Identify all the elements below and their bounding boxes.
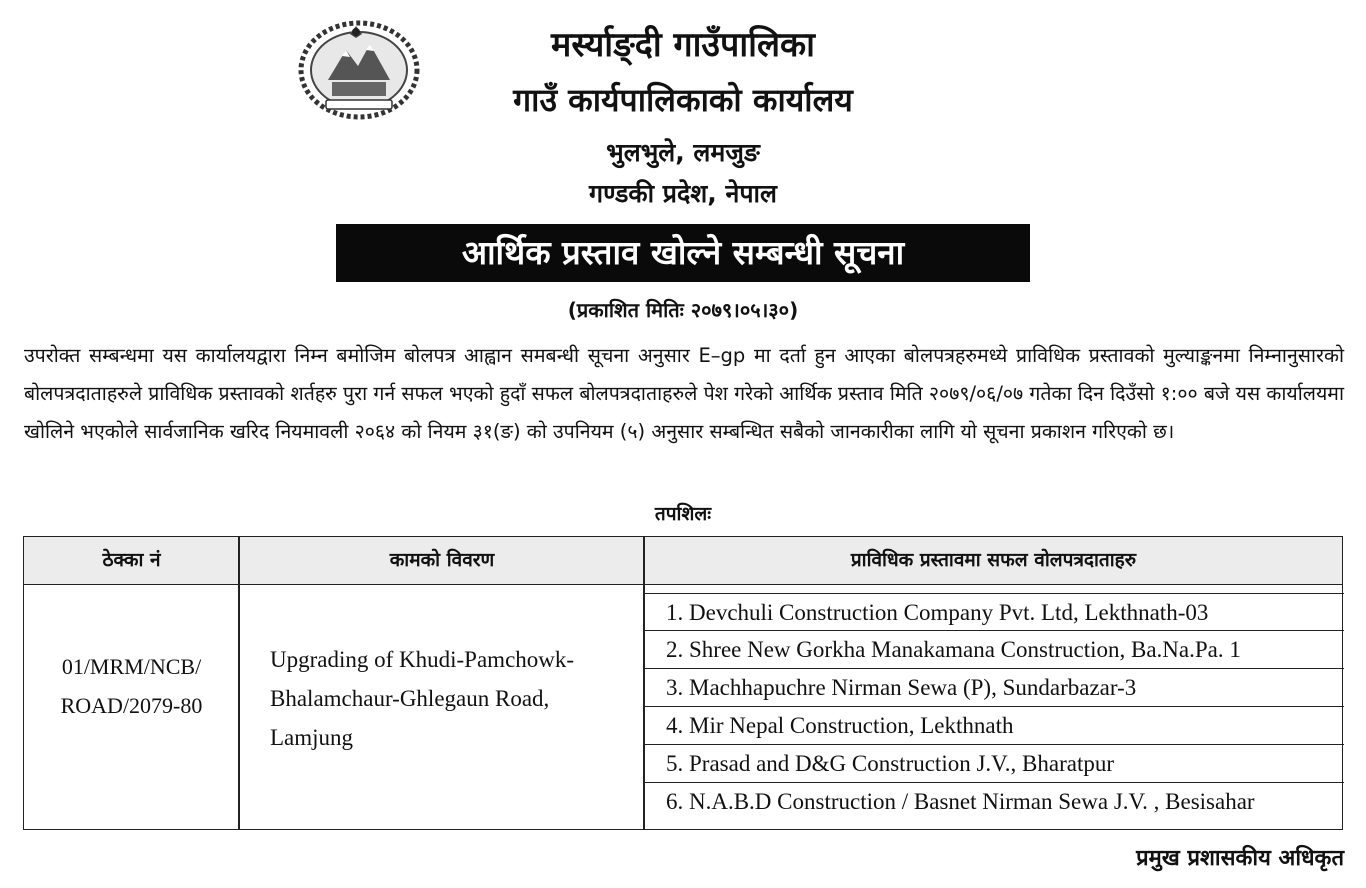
bidders-list [644, 593, 1344, 821]
header-successful-bidders: प्राविधिक प्रस्तावमा सफल वोलपत्रदाताहरु [850, 549, 1137, 571]
header-contract-no: ठेक्का नं [102, 549, 161, 571]
office-province: गण्डकी प्रदेश, नेपाल [589, 179, 777, 208]
schedule-label: तपशिलः [654, 503, 712, 525]
bidder-row: 6. N.A.B.D Construction / Basnet Nirman Sewa J.V. , Besisahar [666, 789, 1255, 814]
work-description-cell [270, 640, 640, 757]
published-date: (प्रकाशित मितिः २०७९।०५।३०) [567, 298, 799, 322]
work-description-line: Lamjung [270, 725, 354, 750]
work-description-line: Bhalamchaur-Ghlegaun Road, [270, 686, 550, 711]
bidder-row: 1. Devchuli Construction Company Pvt. Ltd, Lekthnath-03 [644, 593, 1344, 631]
contract-number-line: ROAD/2079-80 [60, 693, 203, 718]
signatory: प्रमुख प्रशासकीय अधिकृत [1136, 846, 1344, 871]
notice-body: उपरोक्त सम्बन्धमा यस कार्यालयद्वारा निम्न बमोजिम बोलपत्र आह्वान समबन्धी सूचना अनुसार E–gp मा दर्ता हुन आएका बोलपत्रहरुमध्ये प्राविधिक प्रस्तावको मुल्याङ्कनमा निम्नानुसारको बोलपत्रदाताहरुले प्राविधिक प्रस्तावको शर्तहरु पुरा गर्न सफल भएको हुदाँ सफल बोलपत्रदाताहरुले पेश गरेको आर्थिक प्रस्ताव मिति २०७९/०६/०७ गतेका दिन दिउँसो १:०० बजे यस कार्यालयमा खोलिने भएकोले सार्वजानिक खरिद नियमावली २०६४ को नियम ३१(ङ) को उपनियम (५) अनुसार सम्बन्धित सबैको जानकारीका लागि यो सूचना प्रकाशन गरिएको छ। [24, 344, 1344, 443]
bidder-row: 5. Prasad and D&G Construction J.V., Bharatpur [644, 745, 1344, 783]
notice-title: आर्थिक प्रस्ताव खोल्ने सम्बन्धी सूचना [336, 224, 1030, 282]
municipality-name: मर्स्याङ्दी गाउँपालिका [551, 25, 815, 65]
bidder-row: 4. Mir Nepal Construction, Lekthnath [644, 707, 1344, 745]
bidder-row: 2. Shree New Gorkha Manakamana Construction, Ba.Na.Pa. 1 [644, 631, 1344, 669]
contract-number-line: 01/MRM/NCB/ [61, 654, 202, 679]
bidder-row: 3. Machhapuchre Nirman Sewa (P), Sundarbazar-3 [644, 669, 1344, 707]
bidders-table [23, 536, 1343, 830]
header-work-description: कामको विवरण [389, 549, 495, 571]
contract-number-cell [24, 647, 239, 725]
office-location: भुलभुले, लमजुङ [606, 138, 760, 167]
office-name: गाउँ कार्यपालिकाको कार्यालय [513, 81, 853, 119]
table-header-row [24, 537, 1342, 585]
work-description-line: Upgrading of Khudi-Pamchowk- [270, 647, 575, 672]
